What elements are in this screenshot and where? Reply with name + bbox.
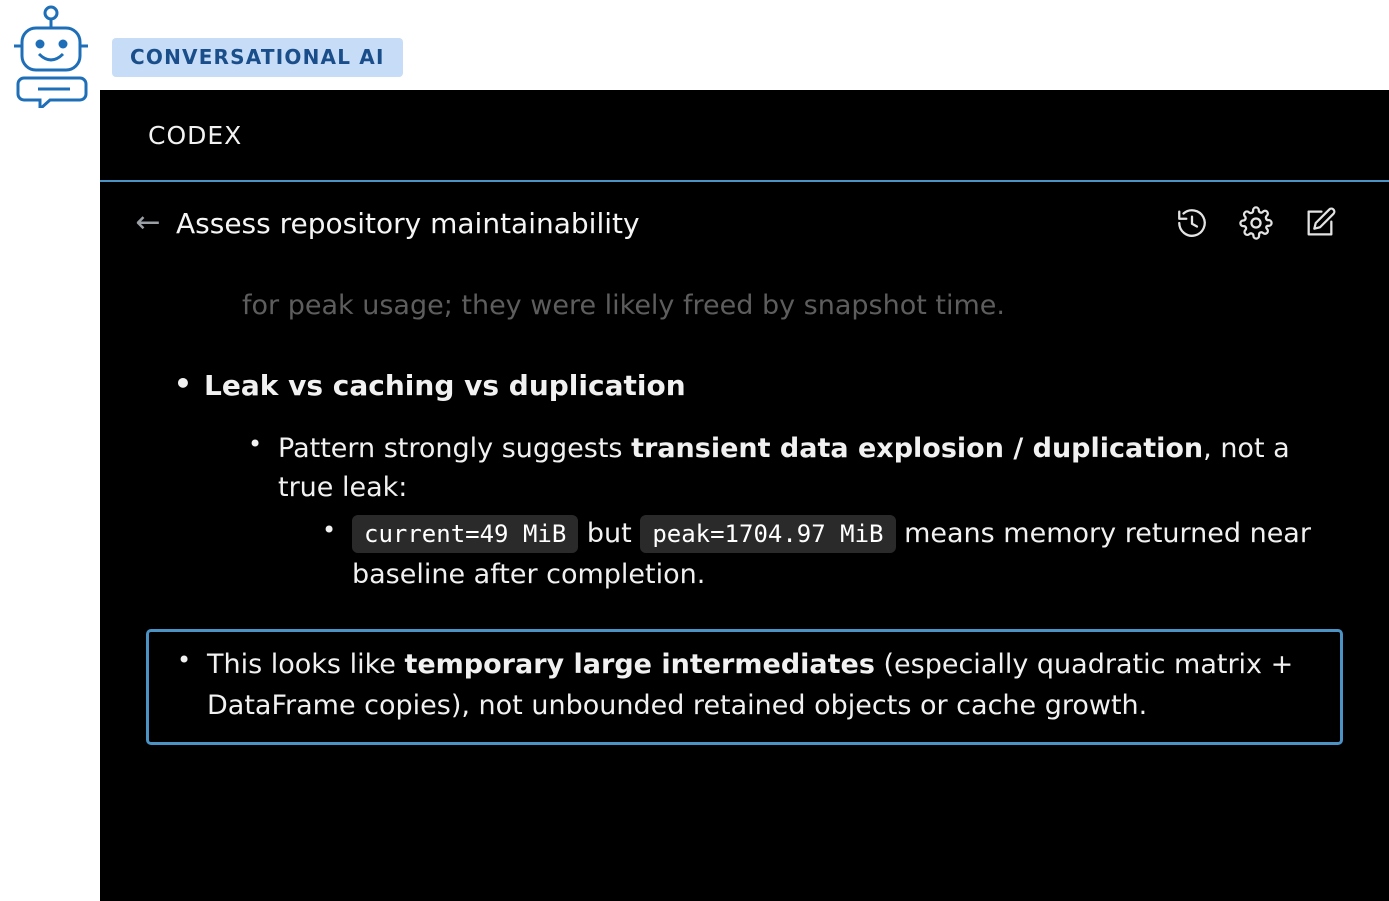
section-heading-item bbox=[170, 365, 1343, 596]
list-item bbox=[248, 429, 1343, 596]
bullet-list-highlight bbox=[157, 644, 1320, 726]
code-peak-value: peak=1704.97 MiB bbox=[640, 515, 895, 553]
bullet-list-level3 bbox=[278, 514, 1343, 595]
bullet1-post: , not a true leak: bbox=[278, 432, 1290, 504]
list-item bbox=[177, 644, 1320, 726]
code-current-value: current=49 MiB bbox=[352, 515, 578, 553]
bullet-list-level2 bbox=[204, 429, 1343, 596]
list-item bbox=[322, 514, 1343, 595]
faded-previous-text: for peak usage; they were likely freed by snapshot time. bbox=[242, 290, 1005, 321]
app-window bbox=[100, 90, 1389, 901]
highlight-bold: temporary large intermediates bbox=[404, 649, 875, 681]
bullet-list-level1 bbox=[146, 365, 1343, 596]
conversation-body bbox=[100, 264, 1389, 745]
code-connector-text: but bbox=[578, 518, 641, 550]
gear-icon[interactable] bbox=[1239, 206, 1273, 240]
back-arrow-icon[interactable]: ← bbox=[135, 205, 161, 240]
bullet1-bold: transient data explosion / duplication bbox=[631, 432, 1204, 464]
conversation-header bbox=[100, 182, 1389, 264]
highlight-post: (especially quadratic matrix + DataFrame copies), not unbounded retained objects or cache growth. bbox=[207, 649, 1294, 722]
bullet1-sub-post: means memory returned near baseline after completion. bbox=[352, 518, 1311, 590]
bullet1-pre: Pattern strongly suggests bbox=[278, 432, 632, 464]
compose-icon[interactable] bbox=[1303, 206, 1337, 240]
app-title: CODEX bbox=[148, 120, 243, 150]
highlighted-callout bbox=[146, 629, 1343, 745]
robot-mascot-icon bbox=[8, 4, 108, 108]
highlight-pre: This looks like bbox=[207, 649, 405, 681]
category-badge: CONVERSATIONAL AI bbox=[112, 38, 403, 77]
conversation-title: Assess repository maintainability bbox=[176, 206, 640, 240]
section-heading: Leak vs caching vs duplication bbox=[204, 368, 686, 402]
header-actions bbox=[1175, 206, 1337, 240]
app-titlebar bbox=[100, 90, 1389, 182]
history-icon[interactable] bbox=[1175, 206, 1209, 240]
